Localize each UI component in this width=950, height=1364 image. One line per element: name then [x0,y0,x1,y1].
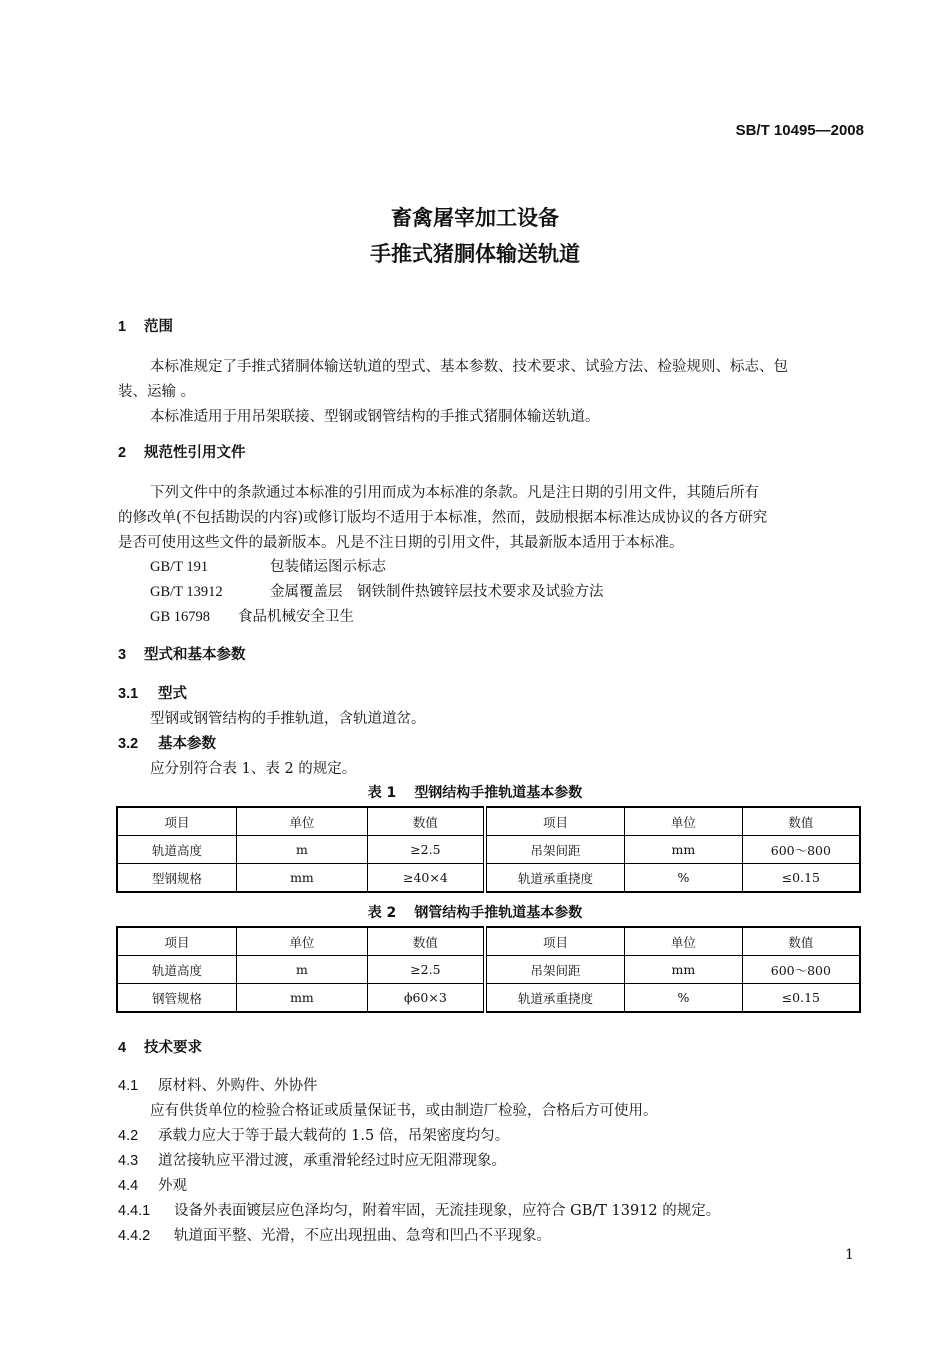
table-cell: ϕ60×3 [367,984,485,1013]
table-cell: ≤0.15 [742,984,860,1013]
table-cell: 钢管规格 [117,984,237,1013]
section-number: 2 [118,445,127,461]
page-number: 1 [845,1247,854,1263]
table-number: 表 2 [367,905,397,921]
table-cell: mm [625,956,743,984]
table-cell: ≥40×4 [367,864,485,893]
section-number: 3 [118,647,127,663]
section-number: 4.1 [118,1078,139,1094]
section-title: 范围 [144,319,173,335]
header-cell: 数值 [367,807,485,836]
paragraph: 本标准规定了手推式猪胴体输送轨道的型式、基本参数、技术要求、试验方法、检验规则、标志、包 [150,359,788,375]
section-number: 4.4.2 [118,1228,151,1244]
clause-text: 轨道面平整、光滑，不应出现扭曲、急弯和凹凸不平现象。 [174,1228,551,1244]
paragraph: 下列文件中的条款通过本标准的引用而成为本标准的条款。凡是注日期的引用文件，其随后所有 [150,485,759,501]
table-cell: 型钢规格 [117,864,237,893]
doc-title-line2: 手推式猪胴体输送轨道 [370,242,580,266]
section-title: 基本参数 [158,736,216,752]
table-cell: 轨道高度 [117,956,237,984]
header-cell: 单位 [237,807,368,836]
section-title: 外观 [158,1178,187,1194]
table-cell: % [625,864,743,893]
reference-title: 食品机械安全卫生 [238,609,354,625]
normative-reference [150,555,386,576]
section-number: 1 [118,319,127,335]
table-header-row [117,927,860,956]
subsection-4-4 [118,1174,187,1195]
section-number: 4.4 [118,1178,139,1194]
section-number: 4.4.1 [118,1203,151,1219]
clause-text: 承载力应大于等于最大载荷的 1.5 倍，吊架密度均匀。 [158,1128,510,1144]
header-cell: 项目 [117,927,237,956]
table-cell: 吊架间距 [485,956,625,984]
subsection-4-4-1 [118,1199,720,1220]
header-cell: 项目 [485,927,625,956]
table-cell: 600～800 [742,836,860,864]
table-cell: 轨道承重挠度 [485,864,625,893]
table-cell: 600～800 [742,956,860,984]
clause-text: 设备外表面镀层应色泽均匀，附着牢固，无流挂现象，应符合 GB/T 13912 的规定。 [174,1203,721,1219]
table-1 [116,806,861,893]
reference-code: GB 16798 [150,609,211,625]
table-cell: mm [625,836,743,864]
section-number: 4.3 [118,1153,139,1169]
paragraph: 装、运输 。 [118,384,196,400]
clause-text: 道岔接轨应平滑过渡，承重滑轮经过时应无阻滞现象。 [158,1153,506,1169]
table-cell: ≥2.5 [367,836,485,864]
reference-title: 包装储运图示标志 [270,559,386,575]
subsection-3-1-heading [118,682,187,703]
subsection-4-4-2 [118,1224,551,1245]
table-header-row [117,807,860,836]
table-2 [116,926,861,1013]
section-4-heading [118,1036,202,1057]
header-cell: 数值 [742,927,860,956]
paragraph: 是否可使用这些文件的最新版本。凡是不注日期的引用文件，其最新版本适用于本标准。 [118,535,684,551]
table-cell: 吊架间距 [485,836,625,864]
normative-reference [150,580,604,601]
table-title: 钢管结构手推轨道基本参数 [414,905,583,921]
header-cell: 项目 [117,807,237,836]
header-cell: 数值 [367,927,485,956]
section-number: 3.1 [118,686,139,702]
section-title: 原材料、外购件、外协件 [158,1078,318,1094]
paragraph: 应有供货单位的检验合格证或质量保证书，或由制造厂检验，合格后方可使用。 [150,1103,658,1119]
doc-title-line1: 畜禽屠宰加工设备 [391,206,559,230]
header-cell: 项目 [485,807,625,836]
table-row [117,984,860,1013]
section-number: 4 [118,1040,127,1056]
subsection-4-2 [118,1124,509,1145]
header-cell: 单位 [237,927,368,956]
table-cell: 轨道高度 [117,836,237,864]
section-title: 技术要求 [144,1040,202,1056]
standard-code: SB/T 10495—2008 [735,122,864,139]
table-cell: 轨道承重挠度 [485,984,625,1013]
table-cell: m [237,836,368,864]
section-title: 型式 [158,686,187,702]
paragraph: 型钢或钢管结构的手推轨道，含轨道道岔。 [150,711,426,727]
table-cell: ≤0.15 [742,864,860,893]
paragraph: 应分别符合表 1、表 2 的规定。 [150,761,357,777]
table-cell: m [237,956,368,984]
reference-code: GB/T 13912 [150,584,223,600]
subsection-3-2-heading [118,732,216,753]
table-1-caption [0,782,950,802]
table-row [117,956,860,984]
table-cell: % [625,984,743,1013]
normative-reference [150,605,354,626]
section-2-heading [118,441,246,462]
subsection-4-3 [118,1149,506,1170]
reference-code: GB/T 191 [150,559,209,575]
table-2-caption [0,902,950,922]
header-cell: 单位 [625,807,743,836]
table-cell: mm [237,864,368,893]
header-cell: 单位 [625,927,743,956]
subsection-4-1 [118,1074,318,1095]
section-1-heading [118,315,173,336]
section-title: 型式和基本参数 [144,647,246,663]
section-number: 3.2 [118,736,139,752]
header-cell: 数值 [742,807,860,836]
section-number: 4.2 [118,1128,139,1144]
section-3-heading [118,643,246,664]
paragraph: 本标准适用于用吊架联接、型钢或钢管结构的手推式猪胴体输送轨道。 [150,409,600,425]
reference-title: 金属覆盖层 钢铁制件热镀锌层技术要求及试验方法 [270,584,604,600]
table-cell: mm [237,984,368,1013]
table-number: 表 1 [367,785,397,801]
table-row [117,836,860,864]
table-cell: ≥2.5 [367,956,485,984]
section-title: 规范性引用文件 [144,445,246,461]
table-title: 型钢结构手推轨道基本参数 [414,785,583,801]
paragraph: 的修改单(不包括勘误的内容)或修订版均不适用于本标准，然而，鼓励根据本标准达成协议的各方研究 [118,510,768,526]
table-row [117,864,860,893]
